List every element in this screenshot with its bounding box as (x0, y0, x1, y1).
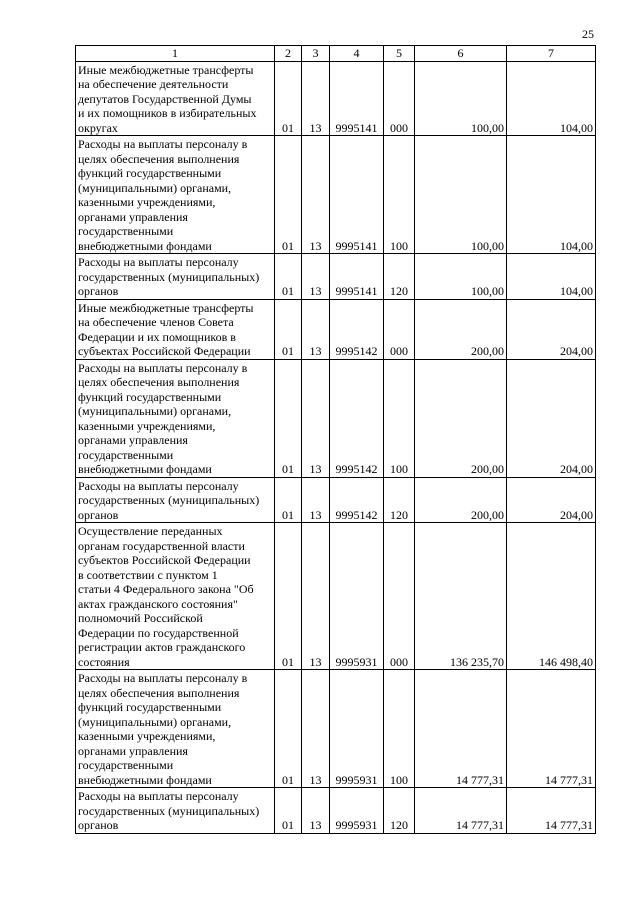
description-line: органов (78, 507, 119, 522)
description-line: органами управления (78, 209, 188, 224)
section-code: 01 (275, 136, 302, 254)
description-line: Расходы на выплаты персоналу в (78, 360, 248, 375)
description-line: государственными (78, 758, 174, 772)
description-line: статьи 4 Федерального закона "Об (78, 582, 254, 596)
description-line: Расходы на выплаты персоналу в (78, 671, 248, 685)
row-description (76, 359, 275, 477)
header-col-6: 6 (415, 46, 507, 62)
expense-type-code: 120 (384, 477, 415, 523)
subsection-code: 13 (302, 136, 330, 254)
section-code: 01 (275, 788, 302, 834)
description-line: субъектов Российской Федерации (78, 553, 251, 567)
amount-year-2: 104,00 (507, 61, 596, 136)
amount-year-1: 200,00 (415, 299, 507, 359)
description-line: депутатов Государственной Думы (78, 91, 252, 106)
target-article-code: 9995142 (330, 299, 384, 359)
description-line: в соответствии с пунктом 1 (78, 567, 218, 582)
description-line: целях обеспечения выполнения (78, 151, 240, 166)
header-col-2: 2 (275, 46, 302, 62)
table-row (76, 788, 596, 834)
description-line: Иные межбюджетные трансферты (78, 300, 254, 315)
description-line: (муниципальными) органами, (78, 404, 232, 418)
expense-type-code: 000 (384, 299, 415, 359)
table-row (76, 299, 596, 359)
section-code: 01 (275, 61, 302, 136)
header-col-5: 5 (384, 46, 415, 62)
description-line: на обеспечение членов Совета (78, 315, 234, 329)
amount-year-1: 100,00 (415, 136, 507, 254)
table-row (76, 523, 596, 670)
description-line: субъектах Российской Федерации (78, 344, 251, 358)
description-line: состояния (78, 654, 130, 669)
table-header-row (76, 46, 596, 62)
target-article-code: 9995931 (330, 788, 384, 834)
amount-year-2: 146 498,40 (507, 523, 596, 670)
header-col-3: 3 (302, 46, 330, 62)
row-description (76, 477, 275, 523)
amount-year-2: 204,00 (507, 359, 596, 477)
subsection-code: 13 (302, 254, 330, 300)
description-line: (муниципальными) органами, (78, 714, 232, 729)
description-line: (муниципальными) органами, (78, 180, 232, 195)
amount-year-2: 14 777,31 (507, 788, 596, 834)
subsection-code: 13 (302, 61, 330, 136)
target-article-code: 9995931 (330, 670, 384, 788)
description-line: Федерации по государственной (78, 625, 239, 640)
expense-type-code: 100 (384, 359, 415, 477)
subsection-code: 13 (302, 477, 330, 523)
amount-year-2: 14 777,31 (507, 670, 596, 788)
description-line: функций государственными (78, 166, 222, 180)
expense-type-code: 120 (384, 254, 415, 300)
section-code: 01 (275, 477, 302, 523)
row-description (76, 254, 275, 300)
subsection-code: 13 (302, 788, 330, 834)
table-row (76, 670, 596, 788)
row-description (76, 523, 275, 670)
target-article-code: 9995931 (330, 523, 384, 670)
description-line: Расходы на выплаты персоналу в (78, 137, 248, 151)
amount-year-2: 104,00 (507, 254, 596, 300)
target-article-code: 9995142 (330, 477, 384, 523)
subsection-code: 13 (302, 299, 330, 359)
description-line: целях обеспечения выполнения (78, 375, 240, 389)
description-line: внебюджетными фондами (78, 238, 212, 253)
table-row (76, 477, 596, 523)
target-article-code: 9995141 (330, 136, 384, 254)
table-row (76, 359, 596, 477)
description-line: государственными (78, 224, 174, 238)
amount-year-2: 204,00 (507, 477, 596, 523)
amount-year-1: 136 235,70 (415, 523, 507, 670)
target-article-code: 9995142 (330, 359, 384, 477)
row-description (76, 61, 275, 136)
target-article-code: 9995141 (330, 61, 384, 136)
description-line: органам государственной власти (78, 538, 245, 553)
description-line: внебюджетными фондами (78, 462, 212, 476)
row-description (76, 670, 275, 788)
table-row (76, 136, 596, 254)
amount-year-1: 100,00 (415, 254, 507, 300)
section-code: 01 (275, 670, 302, 788)
expense-type-code: 000 (384, 523, 415, 670)
section-code: 01 (275, 523, 302, 670)
description-line: Расходы на выплаты персоналу (78, 789, 239, 803)
amount-year-1: 14 777,31 (415, 670, 507, 788)
row-description (76, 136, 275, 254)
subsection-code: 13 (302, 670, 330, 788)
amount-year-1: 14 777,31 (415, 788, 507, 834)
expense-type-code: 100 (384, 670, 415, 788)
description-line: органов (78, 818, 119, 832)
row-description (76, 299, 275, 359)
description-line: государственных (муниципальных) (78, 269, 260, 284)
amount-year-1: 200,00 (415, 359, 507, 477)
target-article-code: 9995141 (330, 254, 384, 300)
description-line: и их помощников в избирательных (78, 106, 257, 120)
description-line: полномочий Российской (78, 611, 203, 625)
description-line: Федерации и их помощников в (78, 329, 236, 344)
description-line: на обеспечение деятельности (78, 77, 229, 91)
subsection-code: 13 (302, 359, 330, 477)
table-row (76, 61, 596, 136)
header-col-1: 1 (76, 46, 275, 62)
section-code: 01 (275, 254, 302, 300)
description-line: функций государственными (78, 700, 222, 714)
table-body (76, 61, 596, 833)
header-col-7: 7 (507, 46, 596, 62)
row-description (76, 788, 275, 834)
description-line: государственными (78, 447, 174, 462)
budget-table (75, 45, 596, 834)
description-line: казенными учреждениями, (78, 195, 216, 209)
amount-year-1: 100,00 (415, 61, 507, 136)
section-code: 01 (275, 359, 302, 477)
description-line: казенными учреждениями, (78, 418, 216, 433)
description-line: казенными учреждениями, (78, 729, 216, 743)
description-line: органами управления (78, 433, 188, 447)
description-line: органами управления (78, 743, 188, 758)
description-line: Иные межбюджетные трансферты (78, 62, 254, 77)
section-code: 01 (275, 299, 302, 359)
description-line: государственных (муниципальных) (78, 493, 260, 507)
description-line: внебюджетными фондами (78, 772, 212, 787)
amount-year-2: 104,00 (507, 136, 596, 254)
header-col-4: 4 (330, 46, 384, 62)
description-line: государственных (муниципальных) (78, 803, 260, 818)
description-line: функций государственными (78, 389, 222, 404)
page-number: 25 (582, 27, 594, 41)
description-line: Осуществление переданных (78, 524, 223, 538)
description-line: Расходы на выплаты персоналу (78, 478, 239, 493)
amount-year-2: 204,00 (507, 299, 596, 359)
description-line: Расходы на выплаты персоналу (78, 255, 239, 269)
description-line: актах гражданского состояния" (78, 596, 238, 611)
description-line: округах (78, 120, 118, 135)
amount-year-1: 200,00 (415, 477, 507, 523)
description-line: целях обеспечения выполнения (78, 685, 240, 700)
expense-type-code: 000 (384, 61, 415, 136)
description-line: органов (78, 284, 119, 298)
description-line: регистрации актов гражданского (78, 640, 246, 654)
expense-type-code: 120 (384, 788, 415, 834)
table-row (76, 254, 596, 300)
expense-type-code: 100 (384, 136, 415, 254)
subsection-code: 13 (302, 523, 330, 670)
